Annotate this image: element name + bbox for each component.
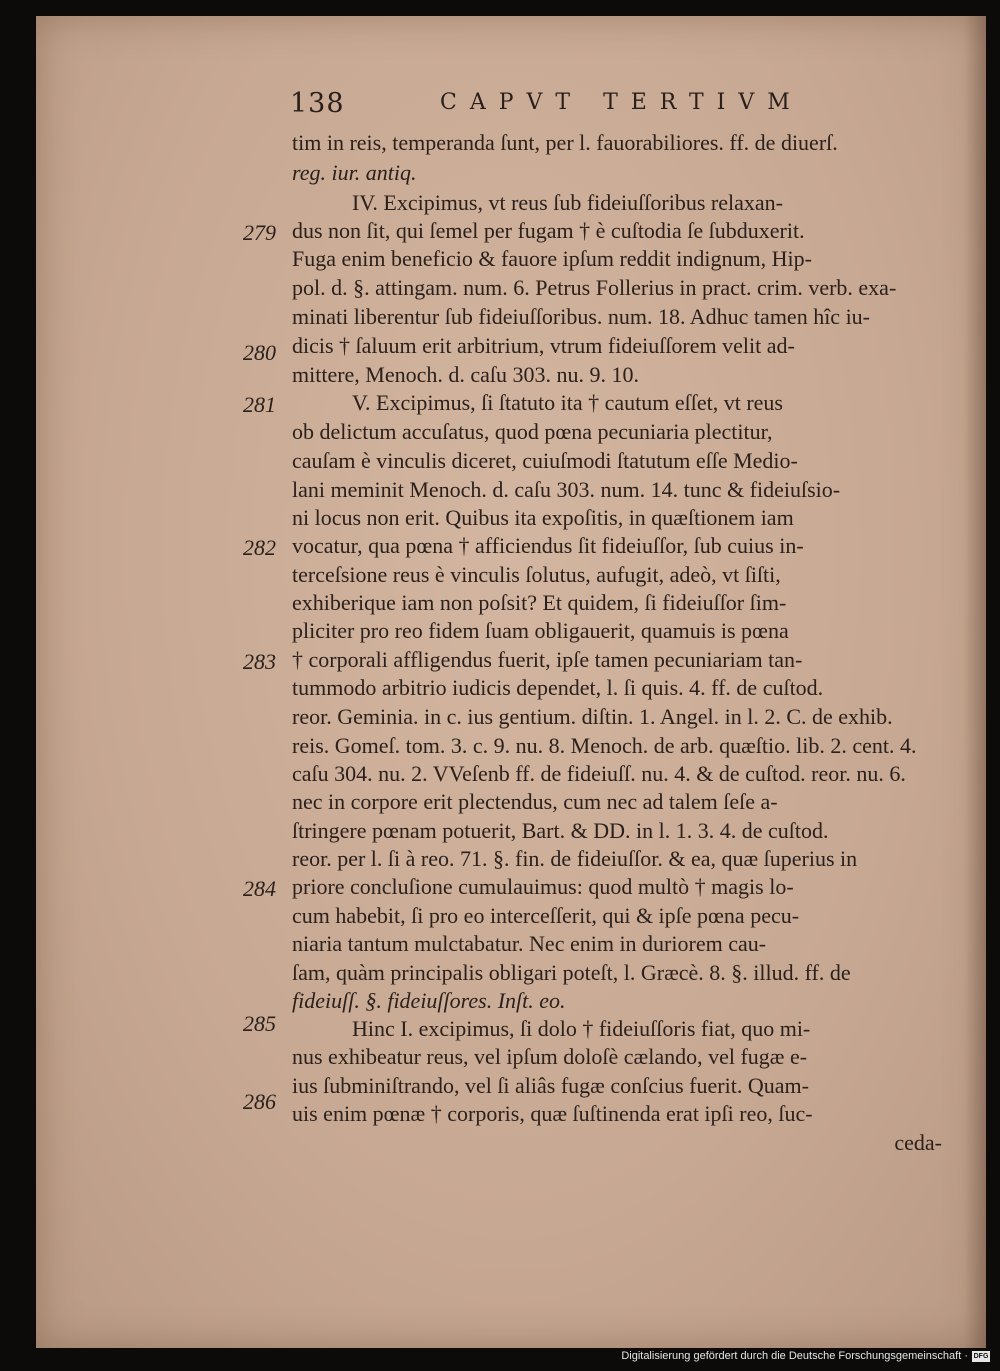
text-line: lani meminit Menoch. d. caſu 303. num. 14. tunc & fideiuſsio- — [292, 477, 841, 502]
text-line: minati liberentur ſub fideiuſſoribus. num. 18. Adhuc tamen hîc iu- — [292, 304, 871, 329]
text-line: pol. d. §. attingam. num. 6. Petrus Follerius in pract. crim. verb. exa- — [292, 275, 897, 300]
marginal-number: 279 — [243, 220, 276, 245]
text-line: ſam, quàm principalis obligari poteſt, l. Græcè. 8. §. illud. ff. de — [292, 960, 851, 985]
marginal-number: 281 — [243, 392, 276, 417]
text-line: IV. Excipimus, vt reus ſub fideiuſſoribus relaxan- — [352, 190, 783, 215]
text-line: terceſsione reus è vinculis ſolutus, aufugit, adeò, vt ſiſti, — [292, 562, 781, 587]
text-line: reor. per l. ſi à reo. 71. §. fin. de fideiuſſor. & ea, quæ ſuperius in — [292, 846, 858, 871]
text-line: V. Excipimus, ſi ſtatuto ita † cautum eſſet, vt reus — [352, 390, 783, 415]
marginal-number: 282 — [243, 535, 276, 560]
text-line: ius ſubminiſtrando, vel ſi aliâs fugæ conſcius fuerit. Quam- — [292, 1073, 809, 1098]
text-line: tim in reis, temperanda ſunt, per l. fauorabiliores. ff. de diuerſ. — [292, 130, 838, 155]
text-line: † corporali affligendus fuerit, ipſe tamen pecuniariam tan- — [292, 647, 803, 672]
text-line: nec in corpore erit plectendus, cum nec ad talem ſeſe a- — [292, 789, 778, 814]
marginal-number: 284 — [243, 876, 276, 901]
text-line: reg. iur. antiq. — [292, 160, 417, 185]
text-line: ob delictum accuſatus, quod pœna pecuniaria plectitur, — [292, 419, 773, 444]
text-line: nus exhibeatur reus, vel ipſum doloſè cælando, vel fugæ e- — [292, 1044, 808, 1069]
text-line: dicis † ſaluum erit arbitrium, vtrum fideiuſſorem velit ad- — [292, 333, 795, 358]
text-line: tummodo arbitrio iudicis dependet, l. ſi quis. 4. ff. de cuſtod. — [292, 675, 824, 700]
text-line: reor. Geminia. in c. ius gentium. diſtin. 1. Angel. in l. 2. C. de exhib. — [292, 704, 893, 729]
text-line: Hinc I. excipimus, ſi dolo † fideiuſſoris fiat, quo mi- — [352, 1016, 811, 1041]
funding-note: Digitalisierung gefördert durch die Deutsche Forschungsgemeinschaft · — [621, 1350, 968, 1362]
text-line: exhiberique iam non poſsit? Et quidem, ſi fideiuſſor ſim- — [292, 590, 787, 615]
text-line: mittere, Menoch. d. caſu 303. nu. 9. 10. — [292, 362, 640, 387]
marginal-number: 280 — [243, 340, 276, 365]
page-number: 138 — [290, 88, 345, 119]
text-line: pliciter pro reo fidem ſuam obligauerit, quamuis is pœna — [292, 618, 789, 643]
dfg-logo-icon: DFG — [973, 1352, 989, 1360]
text-line: ni locus non erit. Quibus ita expoſitis, in quæſtionem iam — [292, 505, 794, 530]
marginal-number: 283 — [243, 649, 276, 674]
text-line: dus non ſit, qui ſemel per fugam † è cuſtodia ſe ſubduxerit. — [292, 218, 805, 243]
marginal-number: 285 — [243, 1011, 276, 1036]
text-line: priore concluſione cumulauimus: quod multò † magis lo- — [292, 874, 794, 899]
text-line: cauſam è vinculis diceret, cuiuſmodi ſtatutum eſſe Medio- — [292, 448, 798, 473]
text-line: ſtringere pœnam potuerit, Bart. & DD. in l. 1. 3. 4. de cuſtod. — [292, 818, 829, 843]
digitization-footer — [621, 1347, 990, 1365]
text-line: uis enim pœnæ † corporis, quæ ſuſtinenda erat ipſi reo, ſuc- — [292, 1101, 813, 1126]
text-line: niaria tantum mulctabatur. Nec enim in duriorem cau- — [292, 931, 767, 956]
text-line: caſu 304. nu. 2. VVeſenb ff. de fideiuſſ. nu. 4. & de cuſtod. reor. nu. 6. — [292, 761, 906, 786]
text-line: vocatur, qua pœna † afficiendus ſit fideiuſſor, ſub cuius in- — [292, 533, 804, 558]
marginal-number: 286 — [243, 1089, 276, 1114]
catchword: ceda- — [894, 1130, 942, 1155]
text-line: reis. Gomeſ. tom. 3. c. 9. nu. 8. Menoch. de arb. quæſtio. lib. 2. cent. 4. — [292, 733, 917, 758]
running-head: CAPVT TERTIVM — [440, 90, 803, 115]
text-line: cum habebit, ſi pro eo interceſſerit, qui & ipſe pœna pecu- — [292, 903, 800, 928]
text-line: Fuga enim beneficio & fauore ipſum reddit indignum, Hip- — [292, 246, 812, 271]
text-line: fideiuſſ. §. fideiuſſores. Inſt. eo. — [292, 988, 566, 1013]
